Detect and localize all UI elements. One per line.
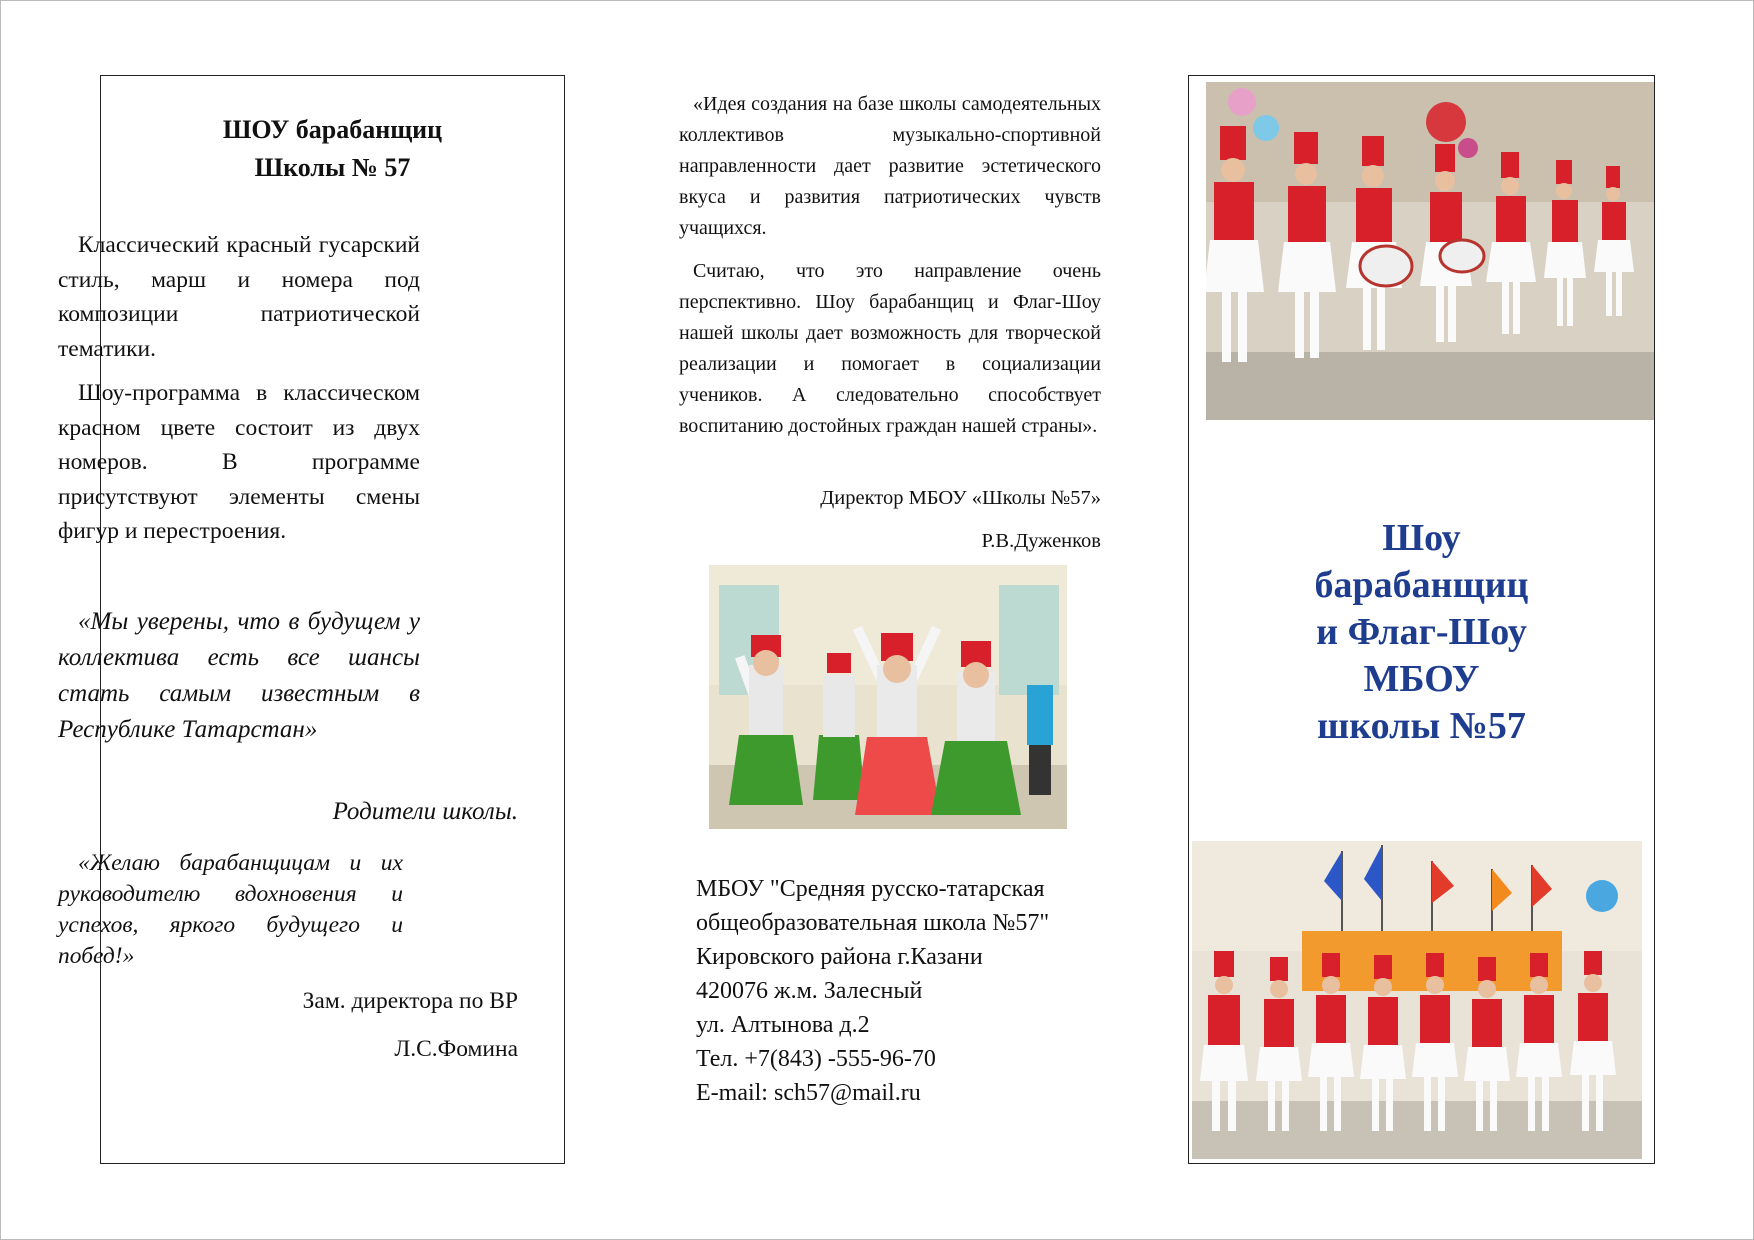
brochure-title-line5: школы №57 (1317, 705, 1526, 747)
left-paragraph-1 (58, 228, 420, 366)
brochure-title-line1: Шоу (1382, 517, 1461, 559)
left-title-line1: ШОУ барабанщиц (222, 115, 443, 144)
brochure-title (1188, 515, 1655, 750)
address-line-5: ул. Алтынова д.2 (696, 1012, 870, 1038)
school-address (696, 872, 1116, 1110)
brochure-title-line2: барабанщиц (1314, 564, 1529, 606)
dancers-photo (709, 565, 1067, 829)
brochure-title-line3: и Флаг-Шоу (1316, 611, 1527, 653)
director-name: Р.В.Дуженков (981, 530, 1101, 552)
parents-quote (58, 604, 420, 748)
address-line-2: общеобразовательная школа №57" (696, 910, 1050, 936)
parents-quote-text: «Мы уверены, что в будущем у коллектива есть все шансы стать самым известным в Республике Татарстан» (58, 608, 420, 743)
left-paragraph-1-text: Классический красный гусарский стиль, марш и номера под композиции патриотической тематики. (58, 232, 420, 362)
left-paragraph-2-text: Шоу-программа в классическом красном цвете состоит из двух номеров. В программе присутствуют элементы смены фигур и перестроения. (58, 380, 420, 544)
dancers-photo-art (709, 565, 1067, 829)
address-line-7: E-mail: sch57@mail.ru (696, 1080, 921, 1106)
address-line-6: Тел. +7(843) -555-96-70 (696, 1046, 936, 1072)
address-line-4: 420076 ж.м. Залесный (696, 978, 923, 1004)
left-title-line2: Школы № 57 (254, 153, 411, 182)
deputy-quote-text: «Желаю барабанщицам и их руководителю вдохновения и успехов, яркого будущего и побед!» (58, 850, 403, 969)
parents-quote-author: Родители школы. (332, 798, 518, 825)
address-line-3: Кировского района г.Казани (696, 944, 983, 970)
director-paragraph-1-text: «Идея создания на базе школы самодеятельных коллективов музыкально-спортивной направленности дает развитие эстетического вкуса и развития патриотических чувств учащихся. (679, 93, 1101, 239)
deputy-role: Зам. директора по ВР (302, 988, 518, 1014)
deputy-quote (58, 848, 403, 972)
director-role: Директор МБОУ «Школы №57» (820, 487, 1101, 509)
director-paragraph-2-text: Считаю, что это направление очень перспективно. Шоу барабанщиц и Флаг-Шоу нашей школы дает возможность для творческой реализации и помогает в социализации учеников. А следовательно способствует воспитанию достойных граждан нашей страны». (679, 260, 1101, 437)
deputy-name: Л.С.Фомина (394, 1036, 518, 1062)
address-line-1: МБОУ "Средняя русско-татарская (696, 876, 1045, 902)
group-flags-photo-art (1192, 841, 1642, 1159)
drummers-photo-art (1206, 82, 1654, 420)
left-paragraph-2 (58, 376, 420, 549)
group-flags-photo (1192, 841, 1642, 1159)
director-paragraph-2 (679, 256, 1101, 442)
director-paragraph-1 (679, 89, 1101, 244)
drummers-photo (1206, 82, 1654, 420)
brochure-title-line4: МБОУ (1363, 658, 1480, 700)
